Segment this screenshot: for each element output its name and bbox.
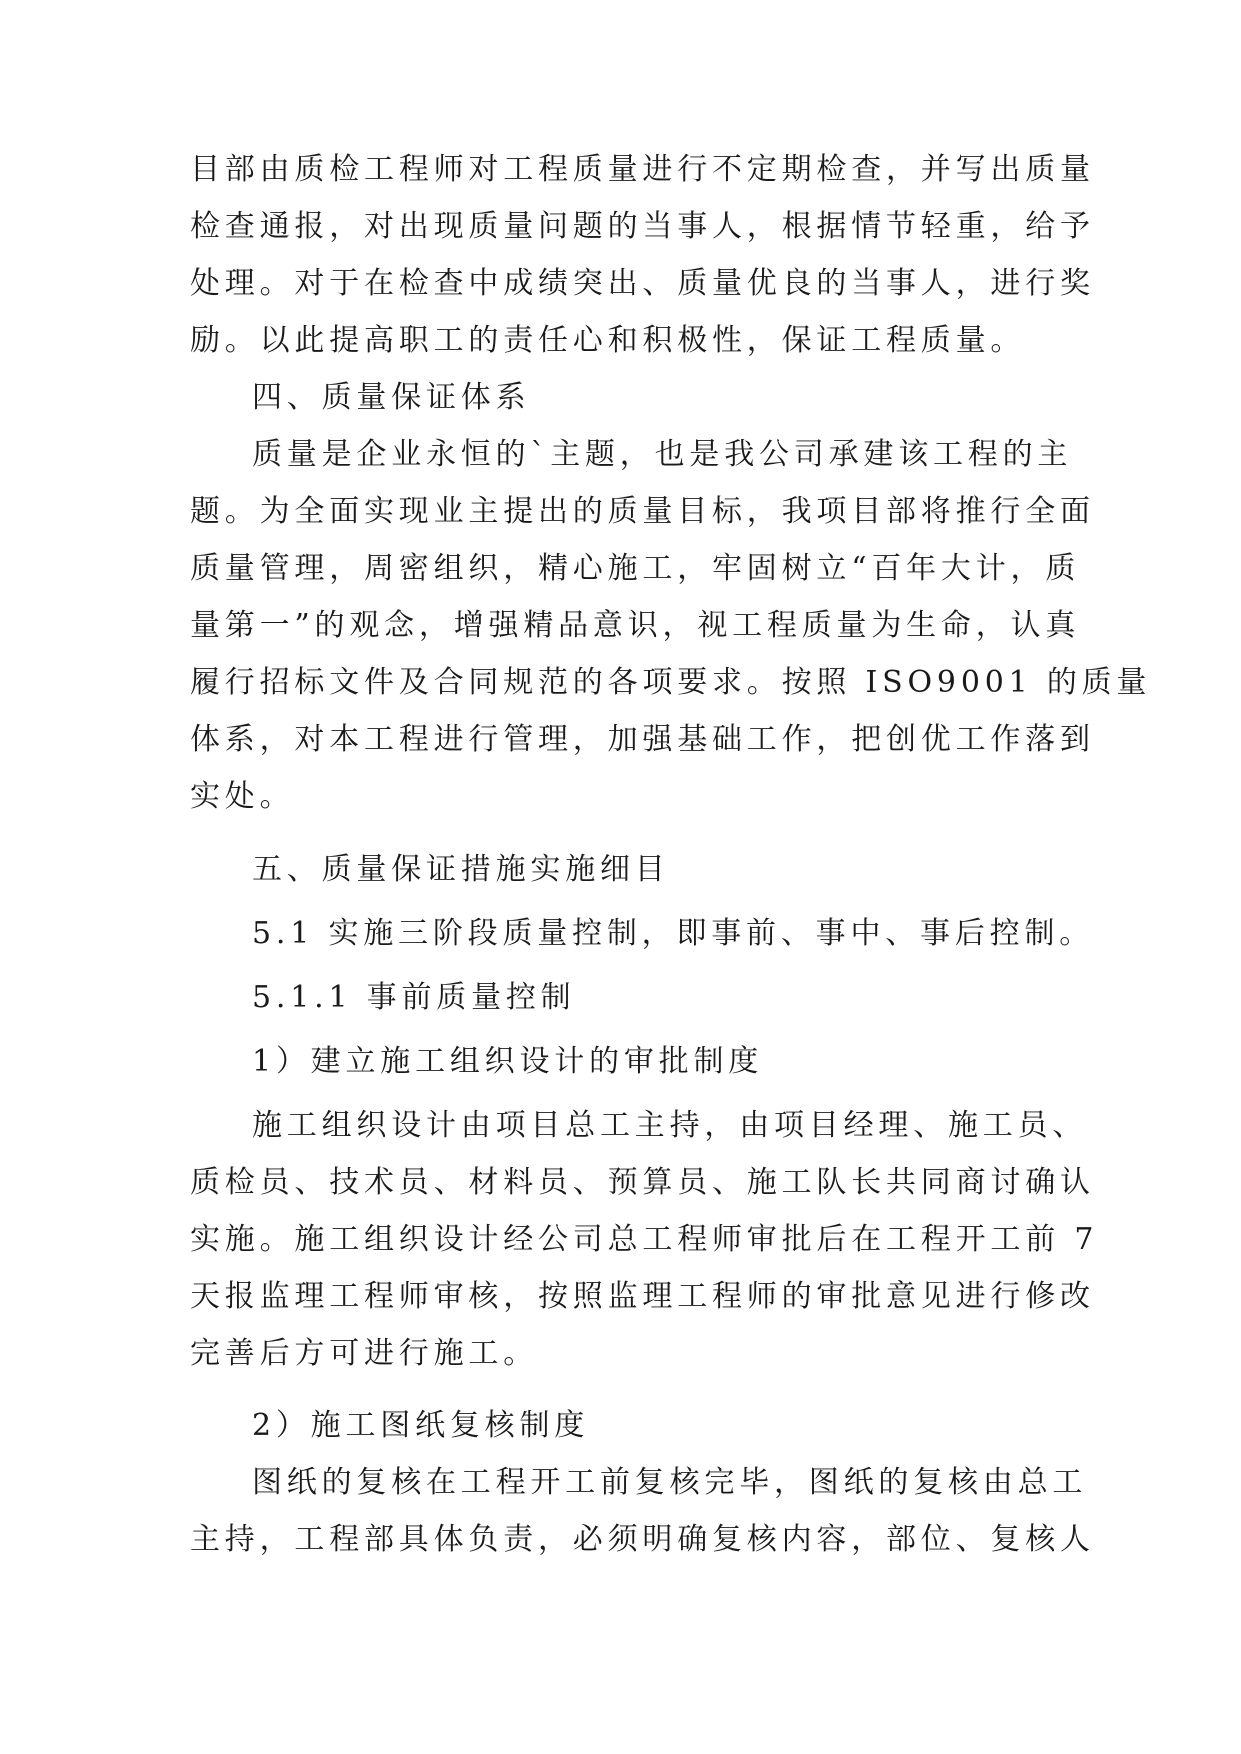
text-line: 目部由质检工程师对工程质量进行不定期检查，并写出质量: [190, 152, 1095, 187]
text-line: 天报监理工程师审核，按照监理工程师的审批意见进行修改: [190, 1279, 1095, 1314]
text-line: 题。为全面实现业主提出的质量目标，我项目部将推行全面: [190, 494, 1095, 529]
text-line: 履行招标文件及合同规范的各项要求。按照 ISO9001 的质量: [190, 665, 1152, 700]
text-line: 量第一”的观念，增强精品意识，视工程质量为生命，认真: [190, 608, 1081, 643]
section-heading: 四、质量保证体系: [252, 380, 531, 415]
subsection-heading: 5.1.1 事前质量控制: [252, 980, 576, 1015]
text-line: 实施。施工组织设计经公司总工程师审批后在工程开工前 7: [190, 1222, 1099, 1257]
text-line: 处理。对于在检查中成绩突出、质量优良的当事人，进行奖: [190, 266, 1095, 301]
text-line: 体系，对本工程进行管理，加强基础工作，把创优工作落到: [190, 722, 1095, 757]
list-item-heading: 2）施工图纸复核制度: [252, 1408, 590, 1443]
paragraph-first-line: 施工组织设计由项目总工主持，由项目经理、施工员、: [252, 1108, 1088, 1143]
subsection-heading: 5.1 实施三阶段质量控制，即事前、事中、事后控制。: [252, 916, 1095, 951]
text-line: 主持，工程部具体负责，必须明确复核内容，部位、复核人: [190, 1522, 1095, 1557]
list-item-heading: 1）建立施工组织设计的审批制度: [252, 1044, 764, 1079]
text-line: 质检员、技术员、材料员、预算员、施工队长共同商讨确认: [190, 1165, 1095, 1200]
text-line: 实处。: [190, 779, 295, 814]
text-line: 检查通报，对出现质量问题的当事人，根据情节轻重，给予: [190, 209, 1095, 244]
text-line: 质量管理，周密组织，精心施工，牢固树立“百年大计，质: [190, 551, 1081, 586]
paragraph-first-line: 图纸的复核在工程开工前复核完毕，图纸的复核由总工: [252, 1465, 1088, 1500]
section-heading: 五、质量保证措施实施细目: [252, 852, 670, 887]
text-line: 完善后方可进行施工。: [190, 1336, 538, 1371]
paragraph-first-line: 质量是企业永恒的`主题，也是我公司承建该工程的主: [252, 437, 1073, 472]
text-line: 励。以此提高职工的责任心和积极性，保证工程质量。: [190, 323, 1026, 358]
